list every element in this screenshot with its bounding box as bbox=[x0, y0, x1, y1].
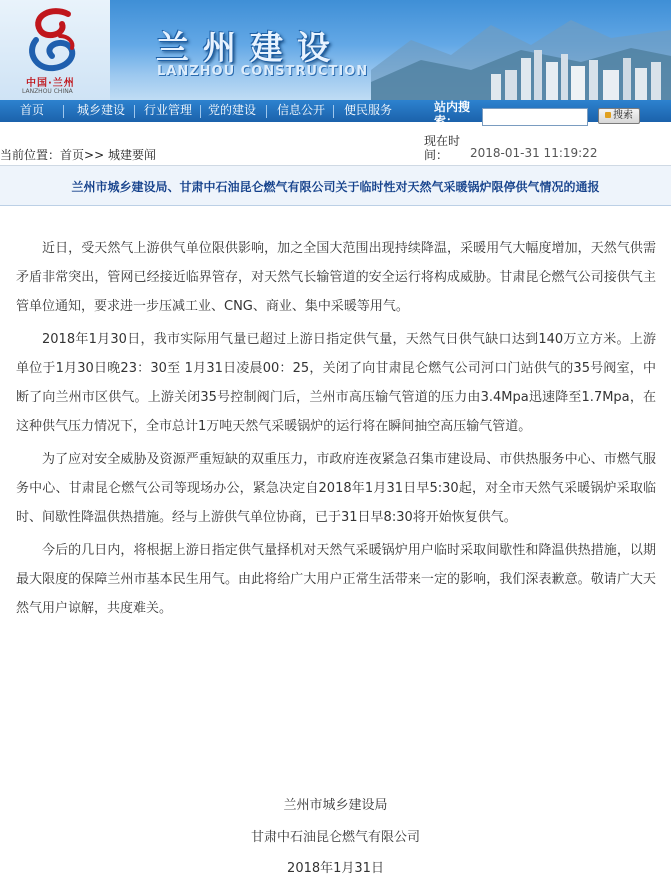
site-title: 兰州建设 bbox=[156, 28, 344, 67]
current-time: 2018-01-31 11:19:22 bbox=[470, 146, 598, 160]
nav-item-party[interactable]: 党的建设 bbox=[208, 103, 257, 117]
nav-item-urban-rural[interactable]: 城乡建设 bbox=[77, 103, 126, 117]
article-paragraph: 近日，受天然气上游供气单位限供影响，加之全国大范围出现持续降温，采暖用气大幅度增加，天然气供需矛盾非常突出，管网已经接近临界管存，对天然气长输管道的安全运行将构成威胁。甘肃昆仑燃气公司接供气主管单位通知，要求进一步压减工业、CNG、商业、集中采暖等用气。 bbox=[16, 241, 656, 314]
search-label: 站内搜索： bbox=[434, 100, 471, 128]
nav-divider bbox=[63, 105, 64, 118]
article-title: 兰州市城乡建设局、甘肃中石油昆仑燃气有限公司关于临时性对天然气采暖锅炉限停供气情况的通报 bbox=[71, 180, 600, 194]
time-label: 现在时间： bbox=[424, 134, 461, 162]
logo-subtext: LANZHOU CHINA bbox=[22, 88, 73, 95]
nav-item-industry[interactable]: 行业管理 bbox=[144, 103, 193, 117]
article-paragraph: 为了应对安全威胁及资源严重短缺的双重压力，市政府连夜紧急召集市建设局、市供热服务中心、市燃气服务中心、甘肃昆仑燃气公司等现场办公，紧急决定自2018年1月31日早5:30起，对全市天然气采暖锅炉采取临时、间歇性降温供热措施。经与上游供气单位协商，已于31日早8:30将开始恢复供气。 bbox=[16, 452, 656, 525]
signature-issuer-1: 兰州市城乡建设局 bbox=[283, 798, 388, 813]
nav-divider bbox=[200, 105, 201, 118]
site-logo[interactable] bbox=[0, 0, 110, 100]
site-subtitle: LANZHOU CONSTRUCTION bbox=[157, 64, 369, 79]
signature-issuer-2: 甘肃中石油昆仑燃气有限公司 bbox=[250, 830, 420, 845]
logo-text: 中国·兰州 bbox=[26, 78, 75, 89]
breadcrumb-separator: >> bbox=[84, 148, 105, 162]
nav-item-disclosure[interactable]: 信息公开 bbox=[277, 103, 326, 117]
search-input[interactable] bbox=[482, 108, 588, 126]
header-banner bbox=[0, 0, 671, 100]
nav-divider bbox=[134, 105, 135, 118]
breadcrumb-home-link[interactable]: 首页 bbox=[60, 148, 85, 162]
article-paragraph: 今后的几日内，将根据上游日指定供气量择机对天然气采暖锅炉用户临时采取间歇性和降温供热措施，以期最大限度的保障兰州市基本民生用气。由此将给广大用户正常生活带来一定的影响，我们深表歉意。敬请广大天然气用户谅解，共度难关。 bbox=[16, 543, 656, 616]
logo-symbol-icon bbox=[22, 6, 86, 76]
article-body bbox=[16, 234, 656, 627]
city-skyline-image bbox=[371, 0, 671, 100]
breadcrumb-prefix: 当前位置： bbox=[0, 148, 61, 162]
search-button[interactable]: 搜索 bbox=[598, 108, 640, 124]
nav-divider bbox=[333, 105, 334, 118]
breadcrumb bbox=[0, 146, 156, 163]
signature-date: 2018年1月31日 bbox=[287, 861, 384, 876]
nav-item-home[interactable]: 首页 bbox=[20, 103, 45, 117]
article-paragraph: 2018年1月30日，我市实际用气量已超过上游日指定供气量，天然气日供气缺口达到140万立方米。上游单位于1月30日晚23：30至 1月31日凌晨00：25，关闭了向甘肃昆仑燃气公司河口门站供气的35号阀室，中断了向兰州市区供气。上游关闭35号控制阀门后，兰州市高压输气管道的压力由3.4Mpa迅速降至1.7Mpa，在这种供气压力情况下，全市总计1万吨天然气采暖锅炉的运行将在瞬间抽空高压输气管道。 bbox=[16, 332, 656, 434]
nav-divider bbox=[266, 105, 267, 118]
breadcrumb-section-link[interactable]: 城建要闻 bbox=[107, 148, 156, 162]
nav-item-services[interactable]: 便民服务 bbox=[344, 103, 393, 117]
